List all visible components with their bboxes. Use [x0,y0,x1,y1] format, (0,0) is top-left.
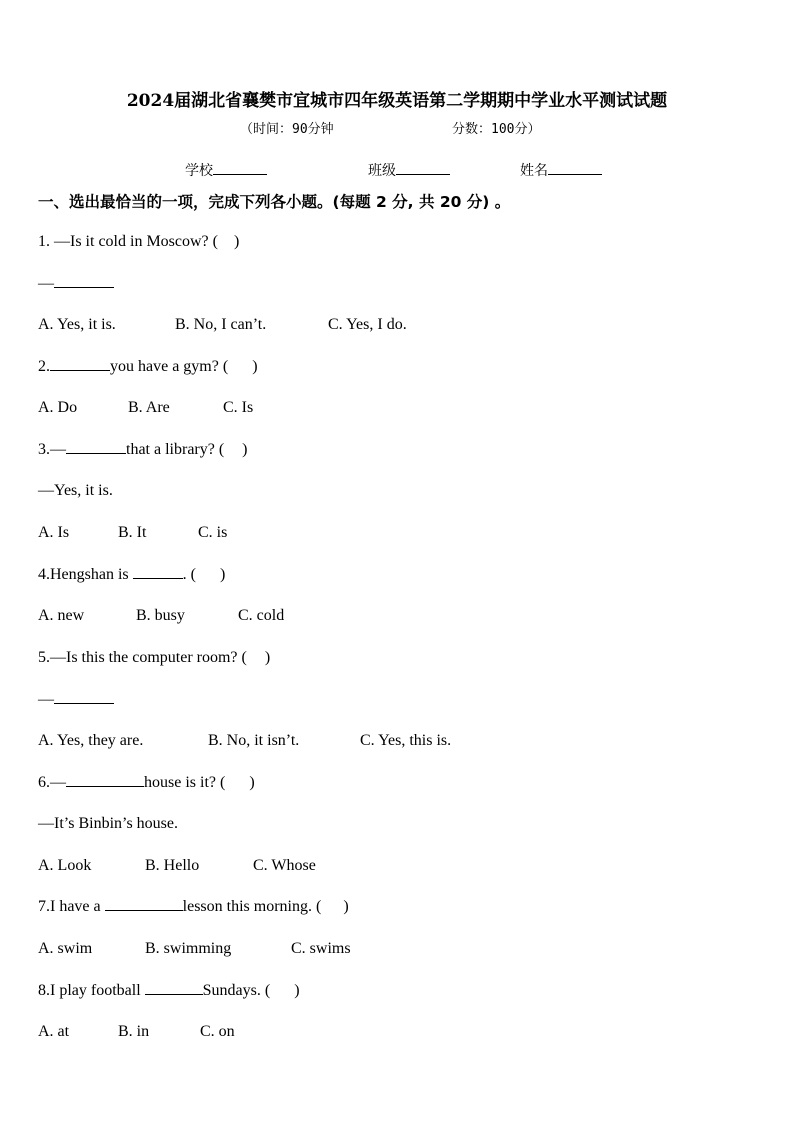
option-7b[interactable]: B. swimming [145,940,232,957]
reply-3: —Yes, it is. [38,482,113,499]
options-3 [38,524,227,542]
option-4a[interactable]: A. new [38,607,85,624]
school-blank[interactable] [213,160,267,175]
answer-line-5: — [38,691,114,709]
option-5c[interactable]: C. Yes, this is. [360,732,452,749]
section-1-heading: 一、选出最恰当的一项，完成下列各小题。(每题 2 分, 共 20 分) 。 [38,193,511,211]
option-8b[interactable]: B. in [118,1023,150,1040]
options-8 [38,1023,235,1041]
option-2b[interactable]: B. Are [128,399,170,416]
option-7a[interactable]: A. swim [38,940,93,957]
blank-4[interactable] [133,566,183,579]
option-4c[interactable]: C. cold [238,607,285,624]
exam-score: 分数：100分） [452,122,541,137]
answer-blank-1[interactable] [54,275,114,288]
options-1 [38,316,407,334]
question-5: 5.—Is this the computer room? ( ) [38,649,271,666]
option-2a[interactable]: A. Do [38,399,78,416]
exam-title: 2024届湖北省襄樊市宜城市四年级英语第二学期期中学业水平测试试题 [126,91,668,111]
options-6 [38,857,316,875]
question-7: 7.I have a lesson this morning. ( ) [38,898,349,915]
reply-6: —It’s Binbin’s house. [38,815,179,832]
option-1c[interactable]: C. Yes, I do. [328,316,407,333]
school-field: 学校 [185,160,267,180]
question-6: 6.— house is it? ( ) [38,774,255,791]
option-8c[interactable]: C. on [200,1023,235,1040]
option-1a[interactable]: A. Yes, it is. [38,316,116,333]
answer-blank-5[interactable] [54,691,114,704]
option-1b[interactable]: B. No, I can’t. [175,316,267,333]
blank-7[interactable] [105,898,183,911]
option-3c[interactable]: C. is [198,524,228,541]
option-2c[interactable]: C. Is [223,399,254,416]
question-2: 2. you have a gym? ( ) [38,358,258,375]
question-1: 1. —Is it cold in Moscow? ( ) [38,233,240,250]
blank-8[interactable] [145,982,203,995]
option-5a[interactable]: A. Yes, they are. [38,732,144,749]
options-5 [38,732,451,750]
option-6a[interactable]: A. Look [38,857,92,874]
options-2 [38,399,253,417]
option-8a[interactable]: A. at [38,1023,70,1040]
option-5b[interactable]: B. No, it isn’t. [208,732,300,749]
option-6b[interactable]: B. Hello [145,857,200,874]
option-4b[interactable]: B. busy [136,607,185,624]
option-3b[interactable]: B. It [118,524,147,541]
question-3: 3.— that a library? ( ) [38,441,248,458]
options-7 [38,940,351,958]
class-blank[interactable] [396,160,450,175]
class-field: 班级 [368,160,450,180]
blank-3[interactable] [66,441,126,454]
name-field: 姓名 [520,160,602,180]
blank-2[interactable] [50,358,110,371]
blank-6[interactable] [66,774,144,787]
name-blank[interactable] [548,160,602,175]
question-4: 4.Hengshan is . ( ) [38,566,226,583]
option-7c[interactable]: C. swims [291,940,351,957]
question-8: 8.I play football Sundays. ( ) [38,982,300,999]
option-6c[interactable]: C. Whose [253,857,316,874]
answer-line-1: — [38,275,114,293]
options-4 [38,607,284,625]
exam-time: （时间：90分钟 [240,122,334,137]
option-3a[interactable]: A. Is [38,524,70,541]
